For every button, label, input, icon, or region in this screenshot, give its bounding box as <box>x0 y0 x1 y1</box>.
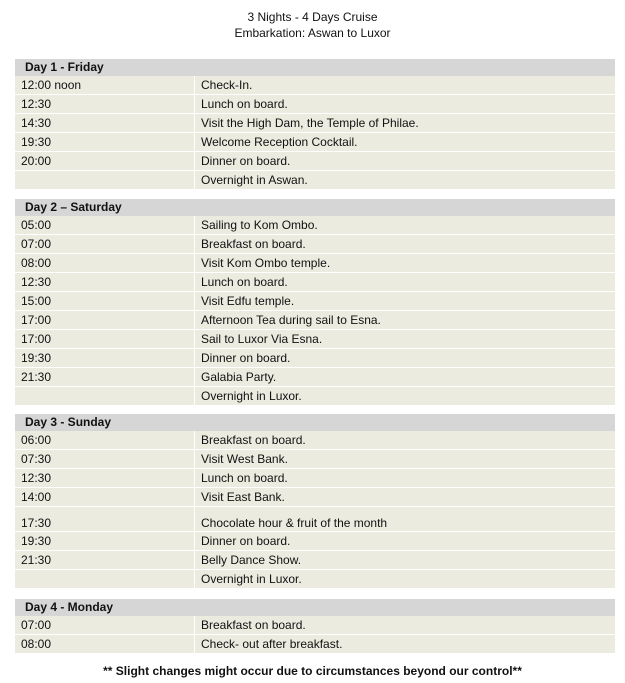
row-activity: Dinner on board. <box>201 351 291 365</box>
row-time: 17:00 <box>15 311 195 329</box>
itinerary-row <box>15 114 615 133</box>
itinerary-row <box>15 216 615 235</box>
row-time: 15:00 <box>15 292 195 310</box>
row-activity: Overnight in Aswan. <box>201 173 308 187</box>
row-activity: Visit Kom Ombo temple. <box>201 256 331 270</box>
itinerary-row <box>15 488 615 507</box>
itinerary-row <box>15 450 615 469</box>
row-activity: Visit East Bank. <box>201 490 285 504</box>
row-time: 17:00 <box>15 330 195 348</box>
itinerary-row <box>15 311 615 330</box>
row-time <box>15 570 195 588</box>
row-time: 08:00 <box>15 254 195 272</box>
day-2-title: Day 2 – Saturday <box>15 199 615 216</box>
itinerary-row <box>15 133 615 152</box>
itinerary-row <box>15 469 615 488</box>
row-activity: Sail to Luxor Via Esna. <box>201 332 323 346</box>
itinerary-row <box>15 254 615 273</box>
day-3-title: Day 3 - Sunday <box>15 414 615 431</box>
row-activity: Dinner on board. <box>201 154 291 168</box>
row-time <box>15 171 195 189</box>
day-4-title: Day 4 - Monday <box>15 599 615 616</box>
day-2-section <box>15 199 615 406</box>
row-time: 19:30 <box>15 349 195 367</box>
itinerary-row <box>15 616 615 635</box>
itinerary-row <box>15 152 615 171</box>
row-activity: Dinner on board. <box>201 534 291 548</box>
row-time: 12:00 noon <box>15 76 195 94</box>
row-time: 17:30 <box>15 507 195 531</box>
row-time: 07:00 <box>15 235 195 253</box>
itinerary-row <box>15 95 615 114</box>
itinerary-row <box>15 507 615 532</box>
row-time: 12:30 <box>15 273 195 291</box>
row-time: 07:30 <box>15 450 195 468</box>
itinerary-row <box>15 171 615 190</box>
row-activity: Belly Dance Show. <box>201 553 302 567</box>
row-activity: Check- out after breakfast. <box>201 637 343 651</box>
row-time: 08:00 <box>15 635 195 653</box>
row-activity: Overnight in Luxor. <box>201 389 302 403</box>
disclaimer-note: ** Slight changes might occur due to circumstances beyond our control** <box>103 664 522 678</box>
document-header <box>0 9 625 41</box>
itinerary-row <box>15 273 615 292</box>
itinerary-row <box>15 431 615 450</box>
row-time: 21:30 <box>15 551 195 569</box>
row-activity: Sailing to Kom Ombo. <box>201 218 318 232</box>
row-activity: Breakfast on board. <box>201 237 306 251</box>
row-time: 20:00 <box>15 152 195 170</box>
row-activity: Lunch on board. <box>201 471 288 485</box>
row-time: 05:00 <box>15 216 195 234</box>
day-3-section <box>15 414 615 589</box>
itinerary-row <box>15 570 615 589</box>
row-activity: Breakfast on board. <box>201 433 306 447</box>
row-activity: Visit the High Dam, the Temple of Philae. <box>201 116 419 130</box>
row-time: 21:30 <box>15 368 195 386</box>
row-time: 14:30 <box>15 114 195 132</box>
cruise-title: 3 Nights - 4 Days Cruise <box>247 10 378 24</box>
row-time: 12:30 <box>15 469 195 487</box>
row-activity: Check-In. <box>201 78 253 92</box>
itinerary-row <box>15 635 615 654</box>
itinerary-row <box>15 368 615 387</box>
row-activity: Breakfast on board. <box>201 618 306 632</box>
itinerary-row <box>15 349 615 368</box>
row-activity: Visit West Bank. <box>201 452 288 466</box>
row-time: 12:30 <box>15 95 195 113</box>
itinerary-row <box>15 532 615 551</box>
day-4-section <box>15 599 615 654</box>
embarkation-subtitle: Embarkation: Aswan to Luxor <box>234 26 391 40</box>
row-activity: Overnight in Luxor. <box>201 572 302 586</box>
row-time: 19:30 <box>15 532 195 550</box>
row-activity: Visit Edfu temple. <box>201 294 295 308</box>
row-activity: Afternoon Tea during sail to Esna. <box>201 313 381 327</box>
itinerary-row <box>15 292 615 311</box>
row-time: 19:30 <box>15 133 195 151</box>
itinerary-row <box>15 235 615 254</box>
day-1-title: Day 1 - Friday <box>15 59 615 76</box>
row-time: 07:00 <box>15 616 195 634</box>
day-1-section <box>15 59 615 190</box>
itinerary-row <box>15 551 615 570</box>
itinerary-row <box>15 387 615 406</box>
row-time <box>15 387 195 405</box>
itinerary-row <box>15 76 615 95</box>
row-activity: Chocolate hour & fruit of the month <box>201 516 388 530</box>
row-activity: Welcome Reception Cocktail. <box>201 135 358 149</box>
row-activity: Galabia Party. <box>201 370 277 384</box>
row-time: 06:00 <box>15 431 195 449</box>
row-activity: Lunch on board. <box>201 275 288 289</box>
row-activity: Lunch on board. <box>201 97 288 111</box>
row-time: 14:00 <box>15 488 195 506</box>
itinerary-row <box>15 330 615 349</box>
